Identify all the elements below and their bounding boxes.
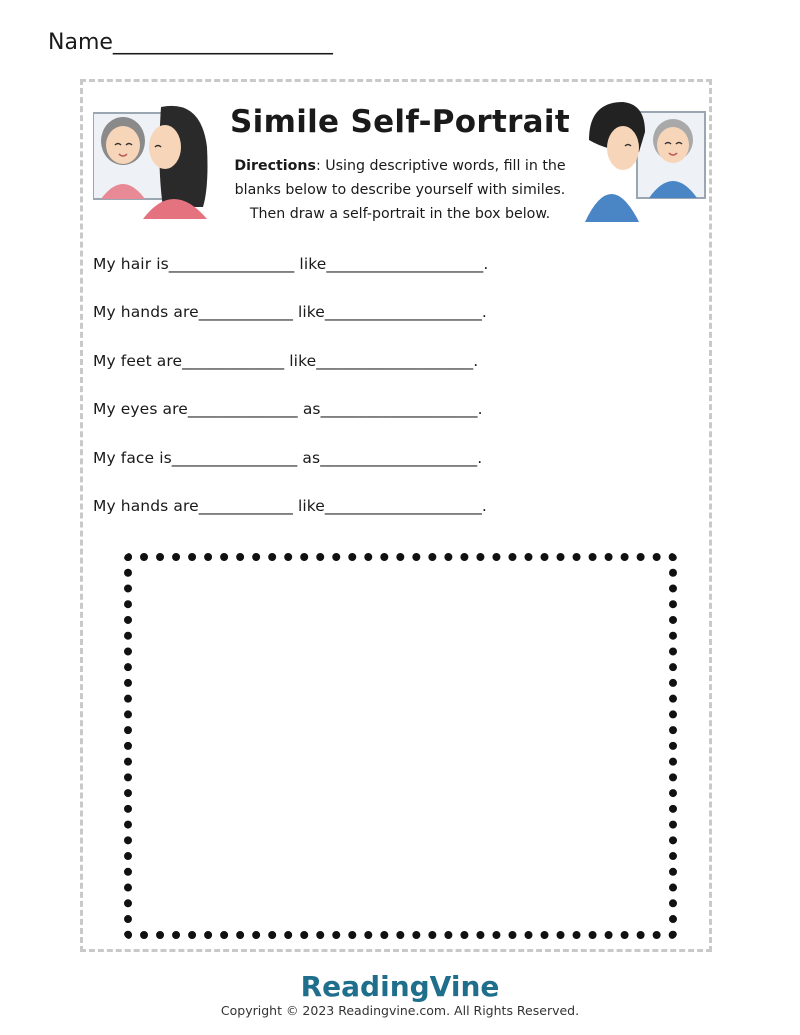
name-label: Name [48, 30, 113, 55]
prompt-hands-2[interactable]: My hands are____________ like____________________. [93, 496, 487, 515]
prompt-hands[interactable]: My hands are____________ like____________________. [93, 303, 487, 322]
prompt-face[interactable]: My face is________________ as____________________. [93, 448, 483, 467]
prompt-hair[interactable]: My hair is________________ like____________________. [93, 255, 489, 273]
self-portrait-box[interactable] [124, 553, 677, 939]
page-title: Simile Self-Portrait [230, 104, 570, 140]
directions-line2: blanks below to describe yourself with similes. [234, 182, 566, 198]
directions-label: Directions [234, 158, 316, 174]
prompt-eyes[interactable]: My eyes are______________ as____________________. [93, 400, 483, 419]
prompt-feet[interactable]: My feet are_____________ like____________________. [93, 351, 479, 370]
directions-text [210, 154, 590, 226]
directions-line1: : Using descriptive words, fill in the [315, 158, 566, 174]
readingvine-logo: ReadingVine [300, 970, 500, 1003]
copyright-text: Copyright © 2023 Readingvine.com. All Rights Reserved. [220, 1003, 580, 1018]
name-field[interactable] [48, 30, 333, 55]
men-illustration [585, 100, 707, 222]
directions-line3: Then draw a self-portrait in the box below. [249, 206, 551, 222]
simile-prompts [93, 255, 713, 545]
women-illustration [93, 103, 211, 219]
name-blank[interactable]: ____________________ [112, 30, 333, 55]
